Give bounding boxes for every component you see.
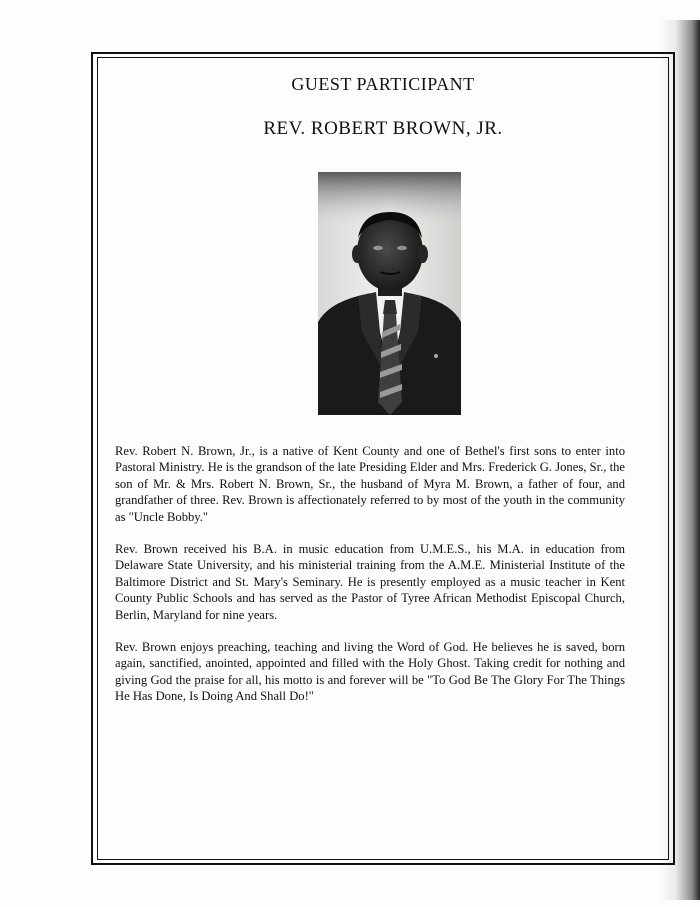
bio-paragraph: Rev. Robert N. Brown, Jr., is a native of Kent County and one of Bethel's first sons to enter into Pastoral Ministry. He is the grandson of the late Presiding Elder and Mrs. Frederick G. Jones, Sr., the son of Mr. & Mrs. Robert N. Brown, Sr., the husband of Myra M. Brown, a father of four, and grandfather of three. Rev. Brown is affectionately referred to by most of the youth in the community as "Uncle Bobby." bbox=[115, 444, 625, 524]
bio-paragraph: Rev. Brown enjoys preaching, teaching and living the Word of God. He believes he is saved, born again, sanctified, anointed, appointed and filled with the Holy Ghost. Taking credit for nothing and giving God the praise for all, his motto is and forever will be "To God Be The Glory For The Things He Has Done, Is Doing And Shall Do!" bbox=[115, 640, 625, 704]
participant-name: REV. ROBERT BROWN, JR. bbox=[263, 118, 503, 139]
bio-paragraph: Rev. Brown received his B.A. in music education from U.M.E.S., his M.A. in education from Delaware State University, and his ministerial training from the A.M.E. Ministerial Institute of the Baltimore District and St. Mary's Seminary. He is presently employed as a music teacher in Kent County Public Schools and has served as the Pastor of Tyree African Methodist Episcopal Church, Berlin, Maryland for nine years. bbox=[115, 542, 625, 622]
biography bbox=[115, 443, 625, 721]
portrait-photo bbox=[318, 172, 461, 415]
page-title: GUEST PARTICIPANT bbox=[291, 74, 475, 94]
portrait-photo-icon bbox=[318, 172, 461, 415]
